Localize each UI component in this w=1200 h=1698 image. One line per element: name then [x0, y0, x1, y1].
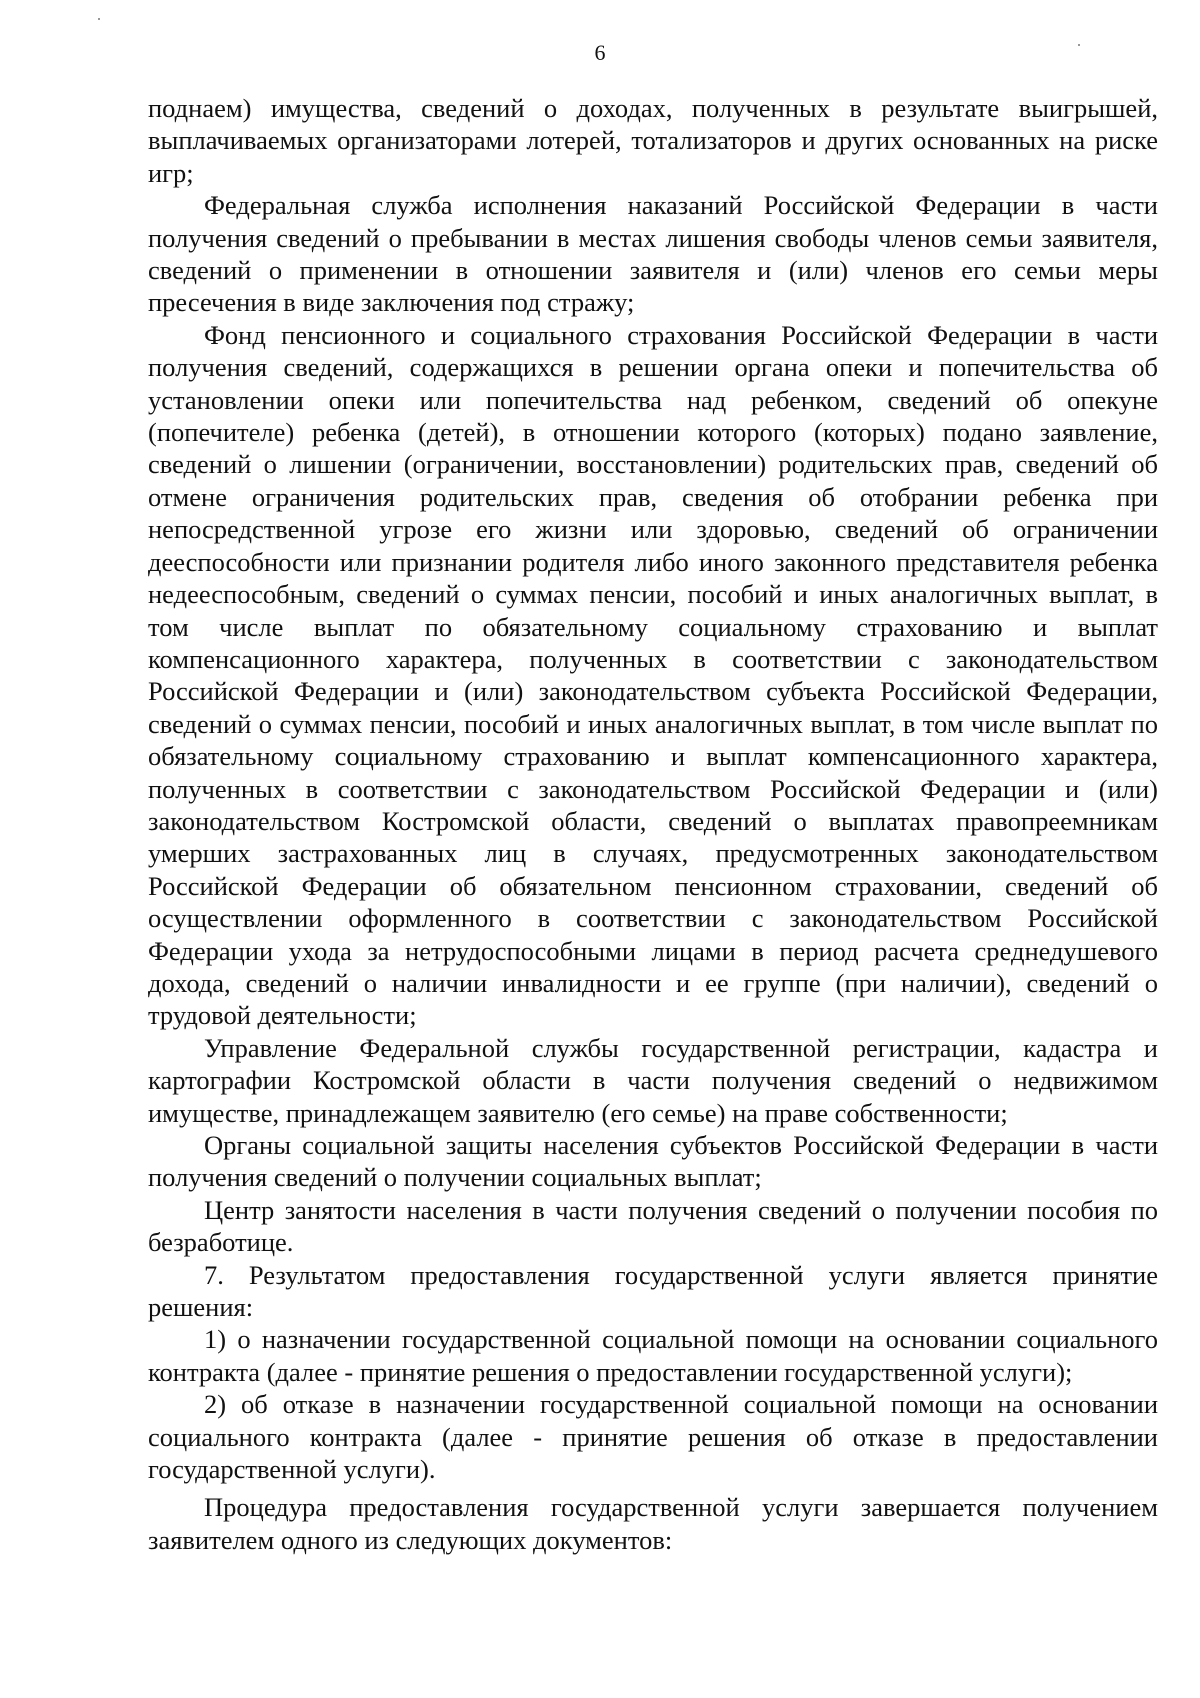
- paragraph-continuation: поднаем) имущества, сведений о доходах, полученных в результате выигрышей, выплачиваемых организаторами лотерей, тотализаторов и других основанных на риске игр;: [148, 93, 1158, 188]
- paragraph-result: 7. Результатом предоставления государственной услуги является принятие решения:: [148, 1259, 1158, 1323]
- page-number: 6: [594, 40, 606, 65]
- paragraph-social-protection: Органы социальной защиты населения субъектов Российской Федерации в части получения сведений о получении социальных выплат;: [148, 1130, 1158, 1193]
- paragraph-employment-center: Центр занятости населения в части получения сведений о получении пособия по безработице.: [148, 1194, 1158, 1258]
- scan-speck: [98, 18, 100, 20]
- list-item-2: 2) об отказе в назначении государственной социальной помощи на основании социального контракта (далее - принятие решения об отказе в предоставлении государственной услуги).: [148, 1389, 1158, 1485]
- paragraph-fsin: Федеральная служба исполнения наказаний Российской Федерации в части получения сведений о пребывании в местах лишения свободы членов семьи заявителя, сведений о применении в отношении заявителя и (или) членов его семьи меры пресечения в виде заключения под стражу;: [148, 190, 1158, 318]
- list-item-1: 1) о назначении государственной социальной помощи на основании социального контракта (далее - принятие решения о предоставлении государственной услуги);: [148, 1324, 1158, 1387]
- paragraph-pension-fund: Фонд пенсионного и социального страхования Российской Федерации в части получения сведений, содержащихся в решении органа опеки и попечительства об установлении опеки или попечительства над ребенком, сведений об опекуне (попечителе) ребенка (детей), в отношении которого (которых) подано заявление, сведений о лишении (ограничении, восстановлении) родительских прав, сведений об отмене ограничения родительских прав, сведения об отобрании ребенка при непосредственной угрозе его жизни или здоровью, сведений об ограничении дееспособности или признании родителя либо иного законного представителя ребенка недееспособным, сведений о суммах пенсии, пособий и иных аналогичных выплат, в том числе выплат по обязательному социальному страхованию и выплат компенсационного характера, полученных в соответствии с законодательством Российской Федерации и (или) законодательством субъекта Российской Федерации, сведений о суммах пенсии, пособий и иных аналогичных выплат, в том числе выплат по обязательному социальному страхованию и выплат компенсационного характера, полученных в соответствии с законодательством Российской Федерации и (или) законодательством Костромской области, сведений о выплатах правопреемникам умерших застрахованных лиц в случаях, предусмотренных законодательством Российской Федерации об обязательном пенсионном страховании, сведений об осуществлении оформленного в соответствии с законодательством Российской Федерации ухода за нетрудоспособными лицами в период расчета среднедушевого дохода, сведений о наличии инвалидности и ее группе (при наличии), сведений о трудовой деятельности;: [148, 319, 1158, 1031]
- paragraph-rosreestr: Управление Федеральной службы государственной регистрации, кадастра и картографии Костромской области в части получения сведений о недвижимом имуществе, принадлежащем заявителю (его семье) на праве собственности;: [148, 1032, 1158, 1128]
- document-body: [148, 92, 1158, 1556]
- scan-speck: [1078, 44, 1080, 46]
- paragraph-procedure: Процедура предоставления государственной услуги завершается получением заявителем одного из следующих документов:: [148, 1492, 1158, 1555]
